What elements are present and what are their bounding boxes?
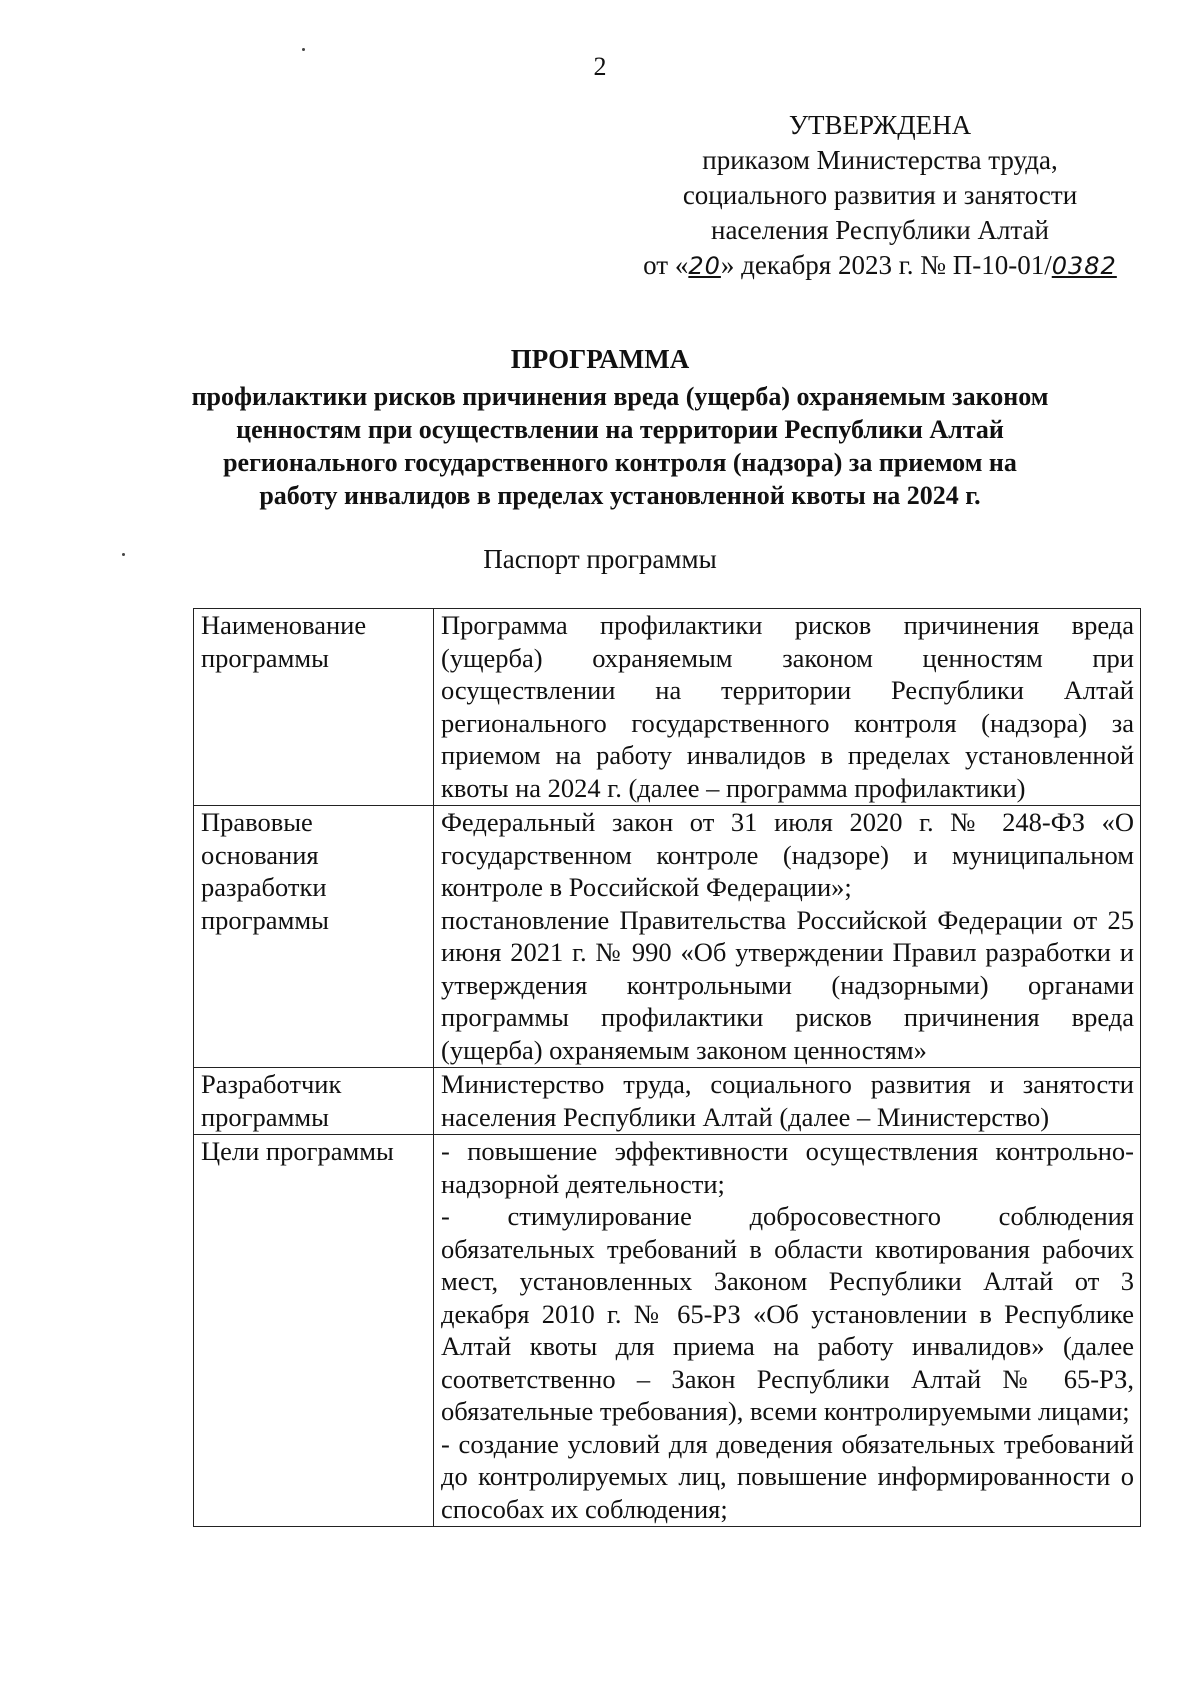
table-row (194, 806, 1141, 1068)
approval-date-line (620, 248, 1140, 284)
row-paragraph: Программа профилактики рисков причинения вреда (ущерба) охраняемым законом ценностям при осуществлении на территории Республики Алтай регионального государственного контроля (надзора) за приемом на работу инвалидов в пределах установленной квоты на 2024 г. (далее – программа профилактики) (441, 610, 1134, 803)
approval-date-middle: » декабря 2023 г. № П-10-01/ (720, 250, 1052, 280)
passport-table (193, 608, 1141, 1527)
row-paragraph: - создание условий для доведения обязательных требований до контролируемых лиц, повышение информированности о способах их соблюдения; (441, 1428, 1134, 1524)
approval-order-number: 0382 (1051, 252, 1117, 280)
approval-line: приказом Министерства труда, (702, 145, 1058, 175)
approval-line: УТВЕРЖДЕНА (788, 110, 972, 140)
subtitle-line: работу инвалидов в пределах установленной квоты на 2024 г. (259, 481, 981, 510)
row-paragraph: - стимулирование добросовестного соблюдения обязательных требований в области квотирования рабочих мест, установленных Законом Республики Алтай от 3 декабря 2010 г. № 65-РЗ «Об установлении в Республике Алтай квоты для приема на работу инвалидов» (далее соответственно – Закон Республики Алтай № 65-РЗ, обязательные требования), всеми контролируемыми лицами; (441, 1201, 1134, 1426)
approval-line: населения Республики Алтай (711, 215, 1049, 245)
approval-stamp (620, 108, 1140, 284)
passport-heading: Паспорт программы (483, 544, 717, 574)
row-label: Цели программы (194, 1135, 434, 1527)
row-paragraph: постановление Правительства Российской Федерации от 25 июня 2021 г. № 990 «Об утверждении Правил разработки и утверждения контрольными (надзорными) органами программы профилактики рисков причинения вреда (ущерба) охраняемым законом ценностям» (441, 904, 1134, 1065)
page-number: 2 (593, 52, 607, 81)
table-row (194, 1135, 1141, 1527)
row-value (434, 1135, 1141, 1527)
approval-line: социального развития и занятости (682, 180, 1078, 210)
table-row (194, 1068, 1141, 1135)
subtitle-line: профилактики рисков причинения вреда (ущерба) охраняемым законом (191, 382, 1049, 411)
row-label: Правовые основания разработки программы (194, 806, 434, 1068)
row-label: Наименование программы (194, 609, 434, 806)
row-label: Разработчик программы (194, 1068, 434, 1135)
row-value (434, 806, 1141, 1068)
row-paragraph: - повышение эффективности осуществления контрольно-надзорной деятельности; (441, 1136, 1134, 1199)
approval-date-prefix: от « (643, 250, 689, 280)
subtitle-line: регионального государственного контроля (надзора) за приемом на (223, 448, 1017, 477)
table-row (194, 609, 1141, 806)
program-subtitle (150, 380, 1090, 512)
program-title: ПРОГРАММА (510, 344, 690, 374)
row-paragraph: Министерство труда, социального развития и занятости населения Республики Алтай (далее – Министерство) (441, 1069, 1134, 1132)
row-value (434, 609, 1141, 806)
approval-date-day: 20 (688, 252, 721, 280)
row-paragraph: Федеральный закон от 31 июля 2020 г. № 248-ФЗ «О государственном контроле (надзоре) и муниципальном контроле в Российской Федерации»; (441, 807, 1134, 902)
subtitle-line: ценностям при осуществлении на территории Республики Алтай (236, 415, 1004, 444)
row-value (434, 1068, 1141, 1135)
scan-artifact-dot (302, 48, 305, 51)
